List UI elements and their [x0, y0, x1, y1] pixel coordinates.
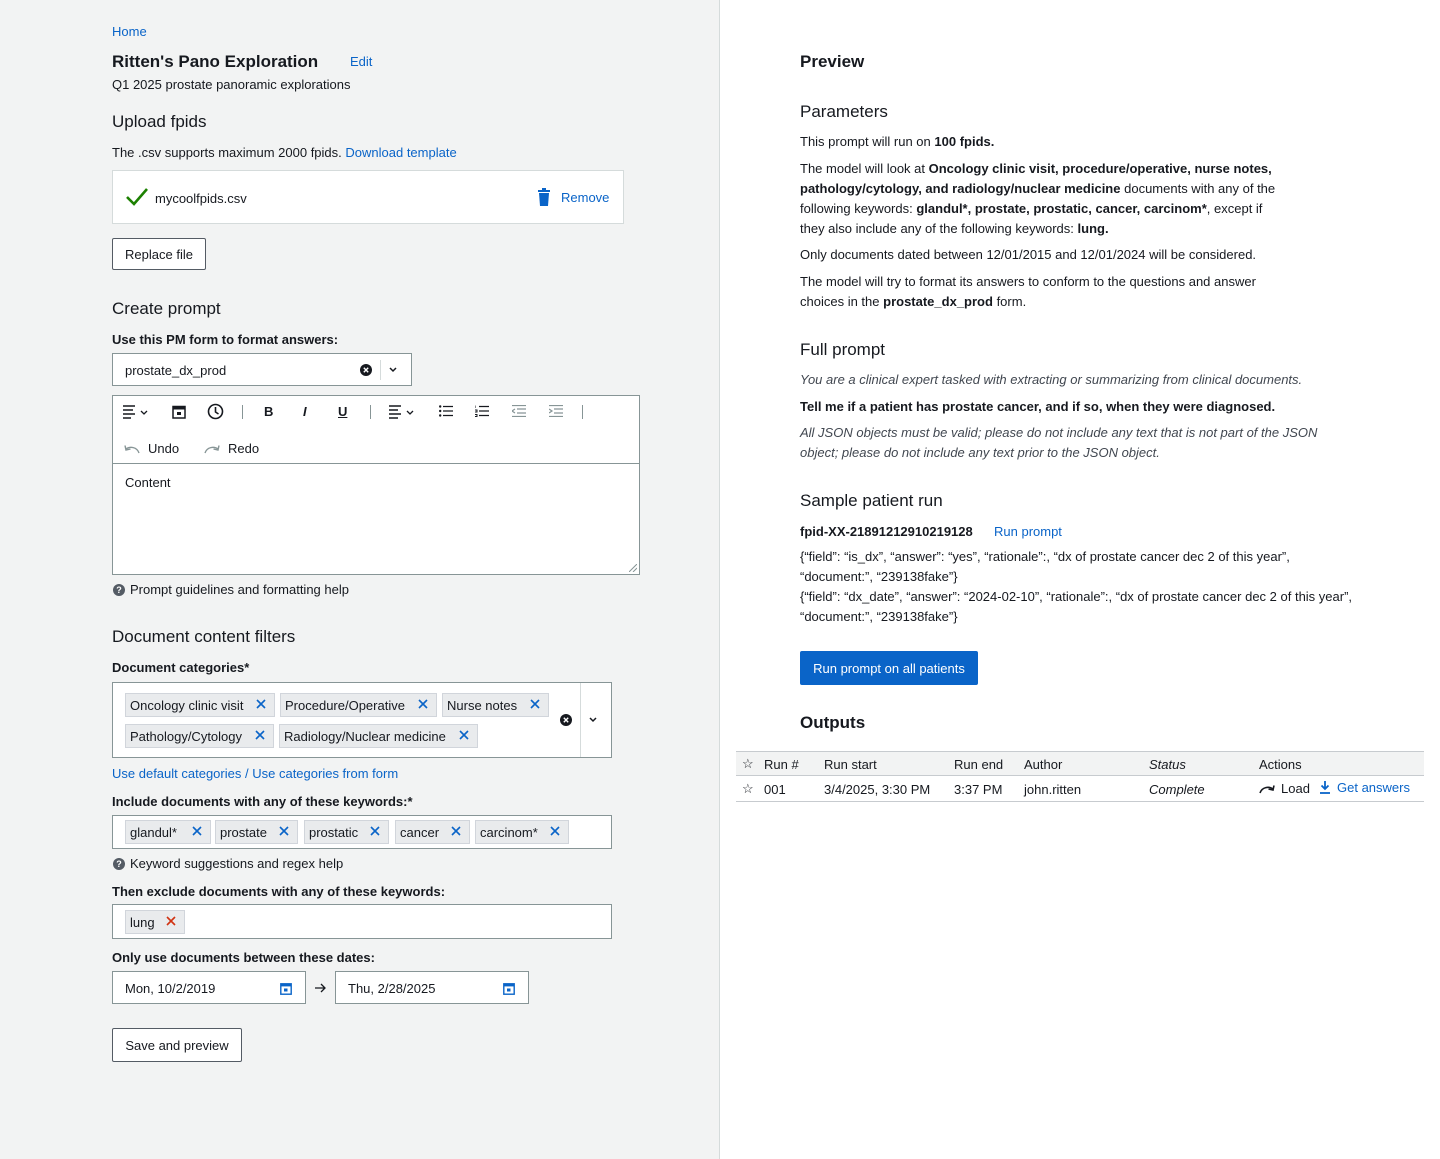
model-look-keywords: glandul*, prostate, prostatic, cancer, carcinom*	[916, 201, 1207, 216]
remove-token-icon[interactable]	[457, 728, 471, 742]
full-prompt-heading: Full prompt	[800, 340, 886, 359]
run-on-sentence	[800, 132, 1280, 152]
run-start: 3/4/2025, 3:30 PM	[824, 782, 931, 797]
prompt-editor	[112, 395, 640, 575]
undo-label: Undo	[148, 441, 180, 456]
column-header[interactable]: Status	[1149, 757, 1186, 772]
start-date-input[interactable]	[112, 971, 306, 1004]
format-sentence	[800, 272, 1270, 312]
check-icon	[125, 187, 149, 207]
remove-token-icon[interactable]	[253, 728, 267, 742]
dates-label: Only use documents between these dates:	[112, 950, 375, 965]
remove-token-icon[interactable]	[416, 697, 430, 711]
run-number: 001	[764, 782, 786, 797]
prompt-help-link[interactable]	[113, 582, 349, 597]
replace-file-button[interactable]: Replace file	[112, 238, 206, 270]
star-header-icon[interactable]: ☆	[742, 756, 754, 771]
edit-title-link[interactable]: Edit	[350, 54, 373, 69]
preview-panel	[721, 0, 1440, 1159]
get-answers-button[interactable]	[1319, 780, 1410, 795]
remove-token-icon[interactable]	[449, 824, 463, 838]
toolbar-separator	[242, 405, 243, 419]
remove-token-icon[interactable]	[164, 914, 178, 928]
resize-handle-icon[interactable]	[629, 564, 637, 572]
format-suffix: form.	[996, 294, 1027, 309]
preview-heading: Preview	[800, 52, 865, 71]
save-preview-button[interactable]: Save and preview	[112, 1028, 242, 1062]
remove-file-button[interactable]	[537, 188, 609, 206]
uploaded-file-name: mycoolfpids.csv	[155, 191, 247, 206]
category-token	[125, 693, 275, 717]
indent-icon[interactable]	[549, 405, 563, 417]
exclude-keywords-input[interactable]	[112, 904, 612, 939]
download-icon	[1319, 781, 1331, 794]
remove-token-icon[interactable]	[254, 697, 268, 711]
filters-heading: Document content filters	[112, 627, 296, 646]
outputs-table-header	[736, 751, 1424, 776]
keyword-token	[475, 820, 569, 844]
exclude-keywords-label: Then exclude documents with any of these keywords:	[112, 884, 446, 899]
link-separator: /	[244, 766, 249, 781]
run-prompt-link[interactable]: Run prompt	[994, 524, 1062, 539]
prompt-content-area[interactable]: Content	[125, 475, 171, 490]
category-token	[279, 724, 478, 748]
parameters-heading: Parameters	[800, 102, 888, 121]
run-all-button[interactable]: Run prompt on all patients	[800, 651, 978, 685]
keyword-token-label: prostatic	[309, 824, 359, 840]
category-token-label: Procedure/Operative	[285, 697, 405, 713]
uploaded-file-card	[112, 170, 624, 224]
end-date-input[interactable]	[335, 971, 529, 1004]
remove-token-icon[interactable]	[528, 697, 542, 711]
end-date-value: Thu, 2/28/2025	[348, 981, 436, 996]
run-status: Complete	[1149, 782, 1205, 797]
category-token-label: Pathology/Cytology	[130, 728, 243, 744]
model-look-prefix: The model will look at	[800, 161, 925, 176]
start-date-value: Mon, 10/2/2019	[125, 981, 216, 996]
keyword-help-label: Keyword suggestions and regex help	[130, 856, 344, 871]
align-icon[interactable]	[389, 405, 415, 419]
arrow-right-icon	[315, 983, 326, 993]
calendar-icon[interactable]	[503, 982, 515, 995]
pm-form-select[interactable]	[112, 353, 412, 386]
keyword-token	[304, 820, 389, 844]
format-form: prostate_dx_prod	[883, 294, 993, 309]
column-header: Actions	[1259, 757, 1302, 772]
json-instruction-text: All JSON objects must be valid; please do not include any text that is not part of the JSON object; please do not include any text prior to the JSON object.	[800, 425, 1318, 460]
trash-icon	[537, 188, 551, 206]
create-prompt-heading: Create prompt	[112, 299, 221, 318]
get-answers-label: Get answers	[1337, 780, 1410, 795]
model-look-mid: documents with any of the following keywords:	[800, 181, 1276, 216]
remove-token-icon[interactable]	[190, 824, 204, 838]
outdent-icon[interactable]	[512, 405, 526, 417]
keyword-token	[125, 910, 185, 934]
category-token	[125, 724, 274, 748]
redo-button[interactable]	[204, 441, 259, 456]
help-icon: ?	[113, 584, 125, 596]
underline-icon[interactable]: U	[338, 404, 348, 419]
redo-icon	[204, 444, 220, 454]
keyword-token-label: cancer	[400, 824, 440, 840]
upload-description-text: The .csv supports maximum 2000 fpids.	[112, 145, 342, 160]
undo-button[interactable]	[124, 441, 179, 456]
model-look-sentence	[800, 159, 1282, 239]
sample-fpid: fpid-XX-21891212910219128	[800, 524, 973, 539]
breadcrumb-home[interactable]: Home	[112, 24, 147, 39]
paragraph-format-icon[interactable]	[123, 405, 149, 419]
column-header[interactable]: Run start	[824, 757, 877, 772]
format-prefix: The model will try to format its answers to conform to the questions and answer choices in the	[800, 274, 1256, 309]
default-categories-link[interactable]: Use default categories	[112, 766, 242, 781]
toolbar-separator	[370, 405, 371, 419]
run-end: 3:37 PM	[954, 782, 1003, 797]
remove-token-icon[interactable]	[368, 824, 382, 838]
help-icon: ?	[113, 858, 125, 870]
model-look-excluded: lung.	[1077, 221, 1109, 236]
category-links	[112, 766, 398, 781]
include-keywords-label: Include documents with any of these keywords:*	[112, 794, 413, 809]
clear-selection-icon[interactable]	[360, 364, 372, 376]
remove-token-icon[interactable]	[548, 824, 562, 838]
clear-all-icon[interactable]	[560, 714, 572, 726]
undo-icon	[124, 444, 140, 454]
column-header[interactable]: Run #	[764, 757, 799, 772]
column-header[interactable]: Author	[1024, 757, 1063, 772]
categories-multiselect[interactable]	[112, 682, 612, 758]
remove-file-label: Remove	[561, 189, 610, 205]
dates-sentence: Only documents dated between 12/01/2015 and 12/01/2024 will be considered.	[800, 247, 1257, 262]
include-keywords-input[interactable]	[112, 815, 612, 849]
bullet-list-icon[interactable]	[439, 405, 453, 417]
pm-form-label: Use this PM form to format answers:	[112, 332, 339, 347]
clock-icon[interactable]	[207, 403, 224, 420]
form-categories-link[interactable]: Use categories from form	[252, 766, 399, 781]
user-prompt-text: Tell me if a patient has prostate cancer, and if so, when they were diagnosed.	[800, 399, 1276, 414]
select-divider	[580, 683, 581, 757]
model-look-categories: Oncology clinic visit, procedure/operative, nurse notes, pathology/cytology, and radiology/nuclear medicine	[800, 161, 1272, 196]
category-token	[442, 693, 549, 717]
page-subtitle: Q1 2025 prostate panoramic explorations	[112, 77, 351, 92]
toolbar-separator	[582, 405, 583, 419]
upload-heading: Upload fpids	[112, 112, 207, 131]
category-token-label: Oncology clinic visit	[130, 697, 244, 713]
keyword-token	[215, 820, 298, 844]
calendar-icon[interactable]	[172, 404, 186, 419]
upload-description	[112, 145, 457, 160]
calendar-icon[interactable]	[280, 982, 292, 995]
star-icon[interactable]: ☆	[742, 781, 754, 796]
category-token-label: Radiology/Nuclear medicine	[284, 728, 446, 744]
keyword-token-label: glandul*	[130, 824, 177, 840]
redo-label: Redo	[228, 441, 260, 456]
table-row	[736, 777, 1424, 802]
chevron-down-icon[interactable]	[589, 717, 597, 723]
italic-icon[interactable]: I	[303, 404, 307, 419]
editor-toolbar	[113, 396, 639, 464]
numbered-list-icon[interactable]	[475, 405, 489, 417]
outputs-heading: Outputs	[800, 713, 866, 732]
run-author: john.ritten	[1024, 782, 1082, 797]
keyword-token	[395, 820, 470, 844]
system-prompt-text: You are a clinical expert tasked with extracting or summarizing from clinical documents.	[800, 372, 1303, 387]
category-token-label: Nurse notes	[447, 697, 518, 713]
sample-run-heading: Sample patient run	[800, 491, 943, 510]
remove-token-icon[interactable]	[277, 824, 291, 838]
download-template-link[interactable]: Download template	[345, 145, 457, 160]
sample-output-line: {“field”: “dx_date”, “answer”: “2024-02-10”, “rationale”:, “dx of prostate cancer dec 2 of this year”, “document:”, “239138fake”}	[800, 589, 1353, 624]
select-divider	[380, 360, 381, 380]
keyword-token-label: prostate	[220, 824, 267, 840]
keyword-token	[125, 820, 211, 844]
page-title: Ritten's Pano Exploration	[112, 52, 319, 71]
run-on-prefix: This prompt will run on	[800, 134, 931, 149]
redo-icon	[1259, 784, 1275, 794]
prompt-help-label: Prompt guidelines and formatting help	[130, 582, 349, 597]
sample-output-line: {“field”: “is_dx”, “answer”: “yes”, “rationale”:, “dx of prostate cancer dec 2 of this year”, “document:”, “239138fake”}	[800, 549, 1290, 584]
keyword-help-link[interactable]	[113, 856, 343, 871]
run-on-count: 100 fpids.	[934, 134, 995, 149]
keyword-token-label: lung	[130, 914, 155, 930]
chevron-down-icon[interactable]	[389, 367, 397, 373]
keyword-token-label: carcinom*	[480, 824, 538, 840]
column-header[interactable]: Run end	[954, 757, 1004, 772]
load-button[interactable]	[1259, 781, 1310, 796]
category-token	[280, 693, 437, 717]
model-look-except: , except if they also include any of the following keywords:	[800, 201, 1263, 236]
categories-label: Document categories*	[112, 660, 250, 675]
load-label: Load	[1281, 781, 1310, 796]
bold-icon[interactable]: B	[264, 404, 274, 419]
pm-form-value: prostate_dx_prod	[125, 363, 227, 378]
